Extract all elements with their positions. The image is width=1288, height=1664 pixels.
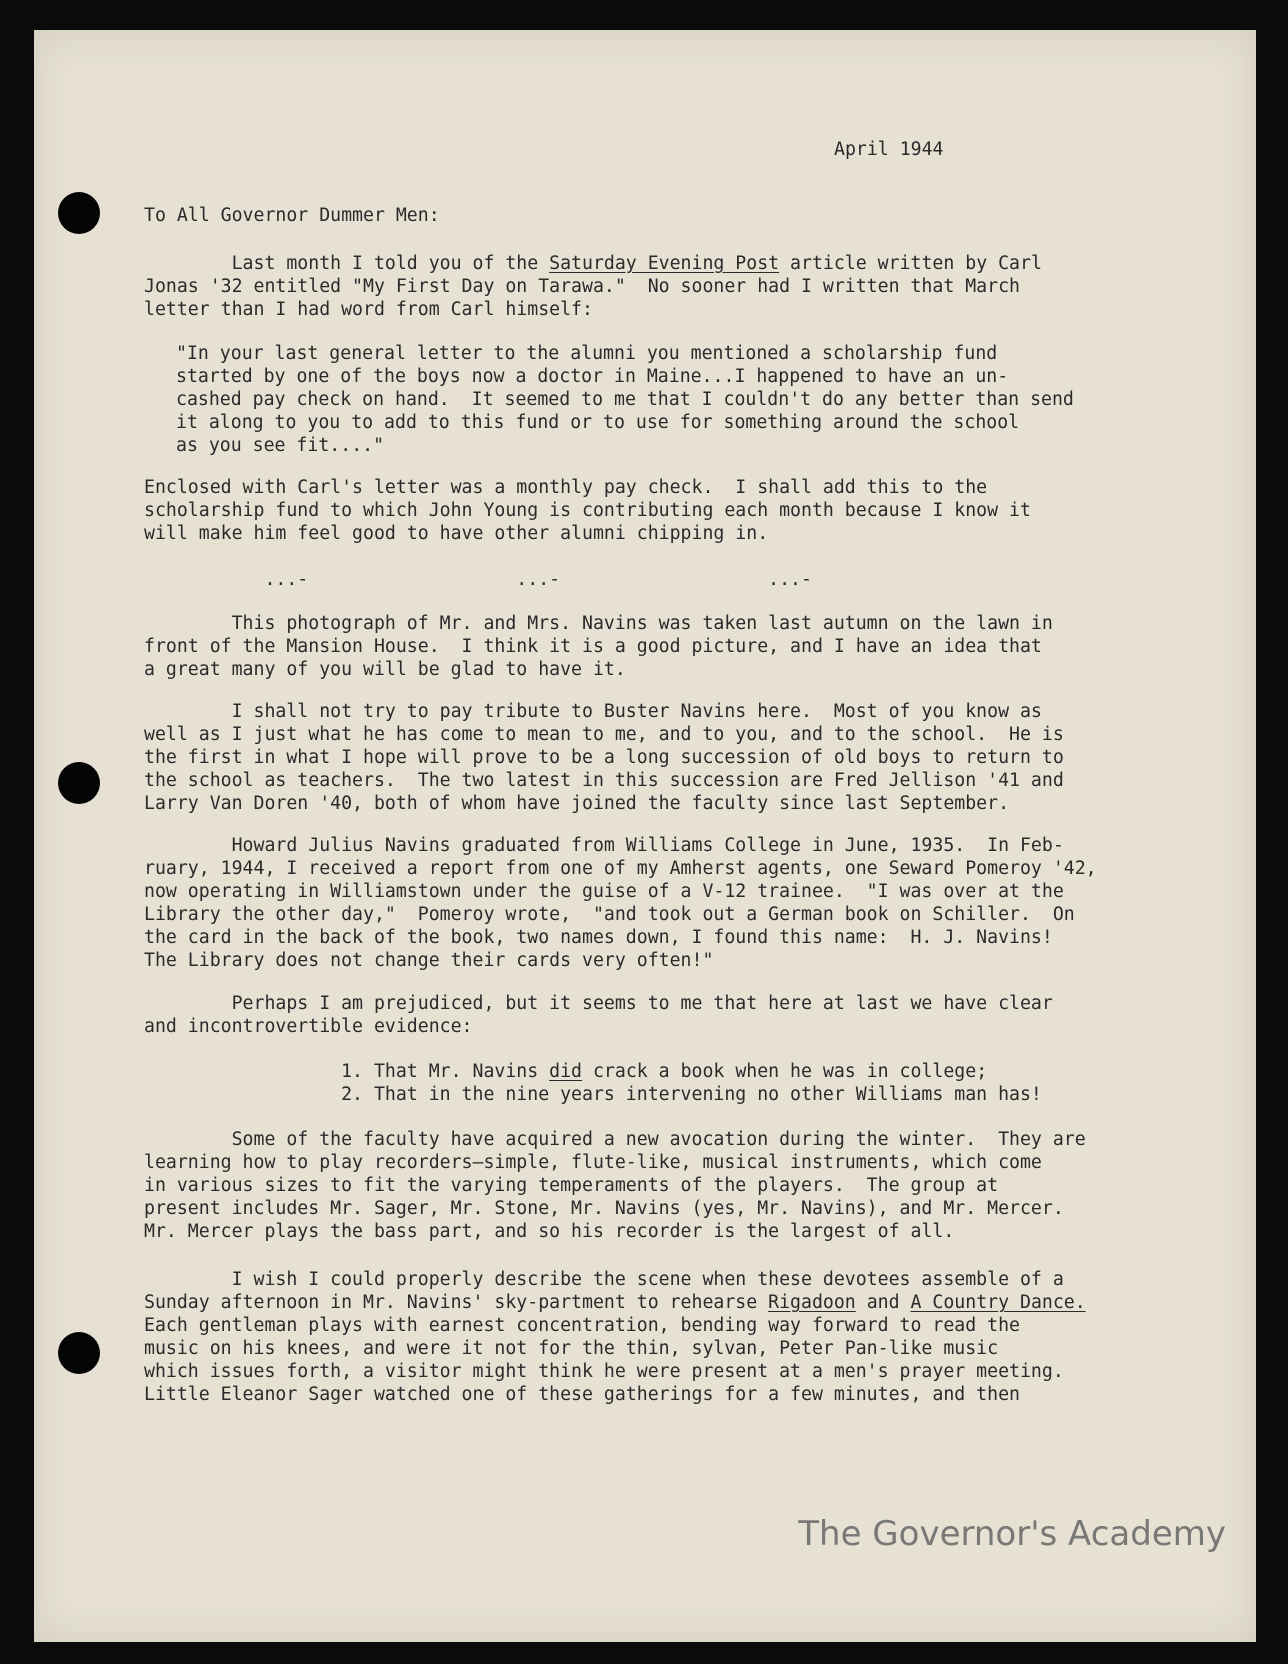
letter-page [34, 30, 1256, 1642]
line-text: Jonas '32 entitled "My First Day on Tarawa." No sooner had I written that March [144, 276, 1020, 297]
line-text: This photograph of Mr. and Mrs. Navins was taken last autumn on the lawn in [144, 613, 1053, 634]
line-text: Larry Van Doren '40, both of whom have joined the faculty since last September. [144, 793, 1010, 814]
text-line [144, 499, 1224, 522]
line-text: learning how to play recorders—simple, flute-like, musical instruments, which come [144, 1152, 1042, 1173]
text-line [176, 365, 1256, 388]
line-text: a great many of you will be glad to have it. [144, 659, 626, 680]
underlined-title: did [549, 1061, 583, 1082]
paragraph-williams-college [144, 834, 1224, 972]
text-line [144, 298, 1224, 321]
line-text: cashed pay check on hand. It seemed to me that I couldn't do any better than send [176, 389, 1074, 410]
line-text: the card in the back of the book, two names down, I found this name: H. J. Navins! [144, 927, 1053, 948]
line-text: front of the Mansion House. I think it is a good picture, and I have an idea that [144, 636, 1042, 657]
text-line [144, 1083, 1224, 1106]
text-line [144, 992, 1224, 1015]
text-line [144, 880, 1224, 903]
text-line [144, 1197, 1224, 1220]
line-text: Last month I told you of the [144, 253, 550, 274]
text-line [144, 476, 1224, 499]
text-line [144, 1314, 1224, 1337]
line-text: "In your last general letter to the alumni you mentioned a scholarship fund [176, 343, 998, 364]
line-text: it along to you to add to this fund or to use for something around the school [176, 412, 1020, 433]
text-line [144, 1128, 1224, 1151]
text-line [144, 1220, 1224, 1243]
line-text: now operating in Williamstown under the guise of a V-12 trainee. "I was over at the [144, 881, 1064, 902]
salutation: To All Governor Dummer Men: [144, 205, 440, 226]
evidence-list [144, 1060, 1224, 1106]
line-text: Each gentleman plays with earnest concentration, bending way forward to read the [144, 1315, 1020, 1336]
text-line [176, 388, 1256, 411]
quoted-letter [176, 342, 1256, 457]
line-text: Sunday afternoon in Mr. Navins' sky-partment to rehearse [144, 1292, 769, 1313]
underlined-title: Rigadoon [768, 1292, 856, 1313]
line-text: ruary, 1944, I received a report from one of my Amherst agents, one Seward Pomeroy '42, [144, 858, 1097, 879]
line-text: article written by Carl [779, 253, 1042, 274]
line-text: and incontrovertible evidence: [144, 1016, 473, 1037]
text-line [144, 1151, 1224, 1174]
line-text: Little Eleanor Sager watched one of these gatherings for a few minutes, and then [144, 1384, 1020, 1405]
line-text: the first in what I hope will prove to be a long succession of old boys to return to [144, 747, 1064, 768]
text-line [176, 342, 1256, 365]
line-text: I shall not try to pay tribute to Buster Navins here. Most of you know as [144, 701, 1042, 722]
line-text: Library the other day," Pomeroy wrote, "and took out a German book on Schiller. On [144, 904, 1075, 925]
text-line [144, 635, 1224, 658]
paragraph-photograph [144, 612, 1224, 681]
text-line [144, 857, 1224, 880]
line-text: The Library does not change their cards very often!" [144, 950, 714, 971]
text-line [144, 1337, 1224, 1360]
line-text: will make him feel good to have other alumni chipping in. [144, 523, 769, 544]
paragraph-rehearsal [144, 1268, 1224, 1406]
line-text: 1. That Mr. Navins [144, 1061, 550, 1082]
text-line [144, 612, 1224, 635]
paragraph-evidence [144, 992, 1224, 1038]
text-line [144, 903, 1224, 926]
paragraph-pay-check [144, 476, 1224, 545]
line-text: 2. That in the nine years intervening no other Williams man has! [144, 1084, 1042, 1105]
line-text: started by one of the boys now a doctor in Maine...I happened to have an un- [176, 366, 1009, 387]
line-text: Perhaps I am prejudiced, but it seems to me that here at last we have clear [144, 993, 1053, 1014]
section-separator: ...- ...- ...- [144, 569, 812, 590]
text-line [144, 746, 1224, 769]
text-line [144, 275, 1224, 298]
text-line [144, 700, 1224, 723]
line-text: and [855, 1292, 911, 1313]
text-line [144, 252, 1224, 275]
text-line [144, 522, 1224, 545]
line-text: which issues forth, a visitor might think he were present at a men's prayer meeting. [144, 1361, 1064, 1382]
text-line [144, 1383, 1224, 1406]
line-text: as you see fit...." [176, 435, 385, 456]
letter-date: April 1944 [834, 139, 944, 160]
line-text: well as I just what he has come to mean to me, and to you, and to the school. He is [144, 724, 1064, 745]
underlined-title: A Country Dance. [910, 1292, 1086, 1313]
text-line [144, 1291, 1224, 1314]
text-line [144, 1060, 1224, 1083]
text-line [144, 769, 1224, 792]
text-line [176, 434, 1256, 457]
line-text: letter than I had word from Carl himself: [144, 299, 593, 320]
line-text: scholarship fund to which John Young is contributing each month because I know it [144, 500, 1031, 521]
line-text: present includes Mr. Sager, Mr. Stone, Mr. Navins (yes, Mr. Navins), and Mr. Mercer. [144, 1198, 1064, 1219]
line-text: music on his knees, and were it not for the thin, sylvan, Peter Pan-like music [144, 1338, 999, 1359]
line-text: the school as teachers. The two latest in this succession are Fred Jellison '41 and [144, 770, 1064, 791]
line-text: crack a book when he was in college; [582, 1061, 988, 1082]
line-text: Howard Julius Navins graduated from Williams College in June, 1935. In Feb- [144, 835, 1064, 856]
line-text: Enclosed with Carl's letter was a monthly pay check. I shall add this to the [144, 477, 988, 498]
underlined-title: Saturday Evening Post [549, 253, 780, 274]
line-text: Some of the faculty have acquired a new avocation during the winter. They are [144, 1129, 1086, 1150]
text-line [144, 792, 1224, 815]
text-line [144, 658, 1224, 681]
punch-hole-bottom [58, 1332, 100, 1374]
archive-watermark: The Governor's Academy [798, 1514, 1226, 1554]
paragraph-carl-jonas [144, 252, 1224, 321]
punch-hole-middle [58, 762, 100, 804]
paragraph-tribute [144, 700, 1224, 815]
line-text: in various sizes to fit the varying temperaments of the players. The group at [144, 1175, 999, 1196]
text-line [144, 1360, 1224, 1383]
line-text: I wish I could properly describe the scene when these devotees assemble of a [144, 1269, 1064, 1290]
punch-hole-top [58, 192, 100, 234]
text-line [144, 1174, 1224, 1197]
text-line [144, 926, 1224, 949]
text-line [144, 1015, 1224, 1038]
text-line [144, 723, 1224, 746]
text-line [144, 949, 1224, 972]
text-line [144, 1268, 1224, 1291]
text-line [176, 411, 1256, 434]
line-text: Mr. Mercer plays the bass part, and so his recorder is the largest of all. [144, 1221, 955, 1242]
text-line [144, 834, 1224, 857]
paragraph-recorders [144, 1128, 1224, 1243]
